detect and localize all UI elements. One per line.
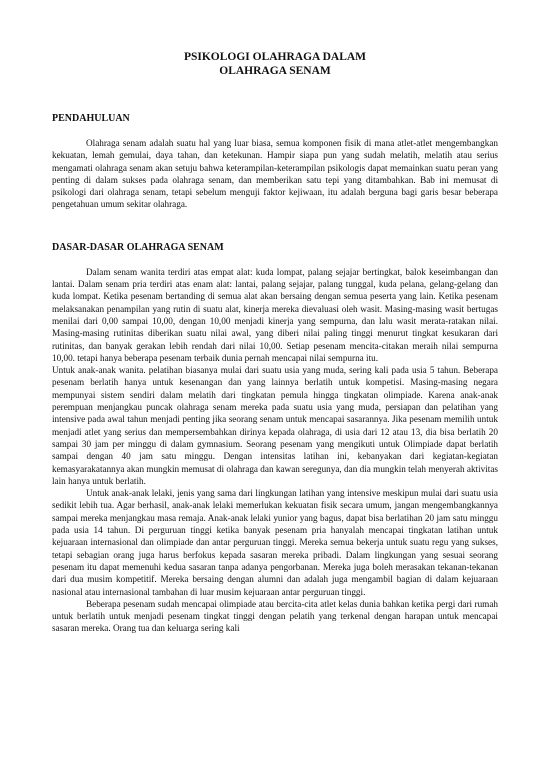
paragraph: Olahraga senam adalah suatu hal yang luar biasa, semua komponen fisik di mana atlet-atlet mengembangkan kekuatan, lemah gemulai, daya tahan, dan ketekunan. Hampir siapa pun yang sudah melatih, melatih atau serius mengamati olahraga senam akan setuju bahwa keterampilan-keterampilan psikologis dapat memainkan suatu peran yang penting di dalam sukses pada olahraga senam, dan memberikan satu tepi yang ditambahkan. Bab ini memusat di psikologi dari olahraga senam, tetapi sebelum menguji faktor kejiwaan, itu adalah berguna bagi garis besar beberapa pengetahuan umum sekitar olahraga. — [52, 138, 498, 210]
paragraph: Untuk anak-anak wanita. pelatihan biasanya mulai dari suatu usia yang muda, sering kali pada usia 5 tahun. Beberapa pesenam berlatih hanya untuk kesenangan dan yang lainnya berlatih untuk kompetisi. Masing-masing negara mempunyai sistem sendiri dalam melatih dari tingkatan pemula hingga tingkatan olimpiade. Karena anak-anak perempuan menjangkau puncak olahraga senam mereka pada suatu usia yang muda, persiapan dan pelatihan yang intensive pada awal tahun menjadi penting jika seorang senam untuk mencapai sasarannya. Jika pesenam memilih untuk menjadi atlet yang serius dan mempersembahkan dirinya kepada olahraga, di usia dari 12 atau 13, dia bisa berlatih 20 sampai 30 jam per minggu di dalam gymnasium. Seorang pesenam yang mengikuti untuk Olimpiade dapat berlatih sampai dengan 40 jam satu minggu. Dengan intensitas latihan ini, kebanyakan dari kegiatan-kegiatan kemasyarakatannya akan mungkin memusat di olahraga dan kawan seregunya, dan dia mungkin telah menyerah aktivitas lain hanya untuk berlatih. — [52, 365, 498, 486]
document-title-line-2: OLAHRAGA SENAM — [219, 65, 331, 77]
section-dasar-dasar — [52, 241, 498, 635]
section-pendahuluan — [52, 112, 498, 211]
paragraph: Untuk anak-anak lelaki, jenis yang sama dari lingkungan latihan yang intensive meskipun mulai dari suatu usia sedikit lebih tua. Agar berhasil, anak-anak lelaki memerlukan kekuatan fisik secara umum, jangan mengembangkannya sampai mereka menjangkau masa remaja. Anak-anak lelaki yunior yang bagus, dapat bisa berlatihan 20 jam satu minggu pada usia 14 tahun. Di perguruan tinggi ketika banyak pesenam pria hanyalah mencapai tingkatan latihan untuk kejuaraan internasional dan olimpiade dan antar perguruan tinggi. Mereka semua bekerja untuk suatu regu yang sukses, tetapi sebagian orang juga harus berfokus kepada sasaran mereka pribadi. Dalam lingkungan yang sesuai seorang pesenam itu dapat memenuhi kedua sasaran tanpa adanya pengorbanan. Mereka juga boleh merasakan tekanan-tekanan dari dua musim kompetitif. Mereka bersaing dengan alumni dan adalah juga mengambil bagian di dalam kejuaraan nasional atau internasional tambahan di luar musim kejuaraan antar perguruan tinggi. — [52, 488, 498, 597]
document-page — [52, 50, 498, 635]
paragraph: Beberapa pesenam sudah mencapai olimpiade atau bercita-cita atlet kelas dunia bahkan ketika pergi dari rumah untuk berlatih untuk menjadi pesenam tingkat tinggi dengan pelatih yang terkenal dengan harapan untuk mencapai sasaran mereka. Orang tua dan keluarga sering kali — [52, 598, 498, 634]
document-title-line-1: PSIKOLOGI OLAHRAGA DALAM — [183, 51, 367, 63]
section-heading: DASAR-DASAR OLAHRAGA SENAM — [52, 241, 224, 253]
paragraph: Dalam senam wanita terdiri atas empat alat: kuda lompat, palang sejajar bertingkat, balok keseimbangan dan lantai. Dalam senam pria terdiri atas enam alat: lantai, palang sejajar, palang tunggal, kuda pelana, gelang-gelang dan kuda lompat. Ketika pesenam bertanding di semua alat akan bersaing dengan semua peserta yang lain. Ketika pesenam melaksanakan penampilan yang rutin di suatu alat, kinerja mereka dievaluasi oleh wasit. Masing-masing wasit bertugas menilai dari 0,00 sampai 10,00, dengan 10,00 menjadi kinerja yang sempurna, dan lalu wasit merata-ratakan nilai. Masing-masing rutinitas diberikan suatu nilai awal, yang diberi nilai paling tinggi menurut tingkat kesukaran dari rutinitas, dan banyak gerakan lebih rendah dari nilai 10,00. Setiap pesenam mencita-citakan meraih nilai sempurna 10,00. tetapi hanya beberapa pesenam terbaik dunia pernah mencapai nilai sempurna itu. — [52, 266, 498, 363]
section-heading: PENDAHULUAN — [52, 113, 130, 124]
